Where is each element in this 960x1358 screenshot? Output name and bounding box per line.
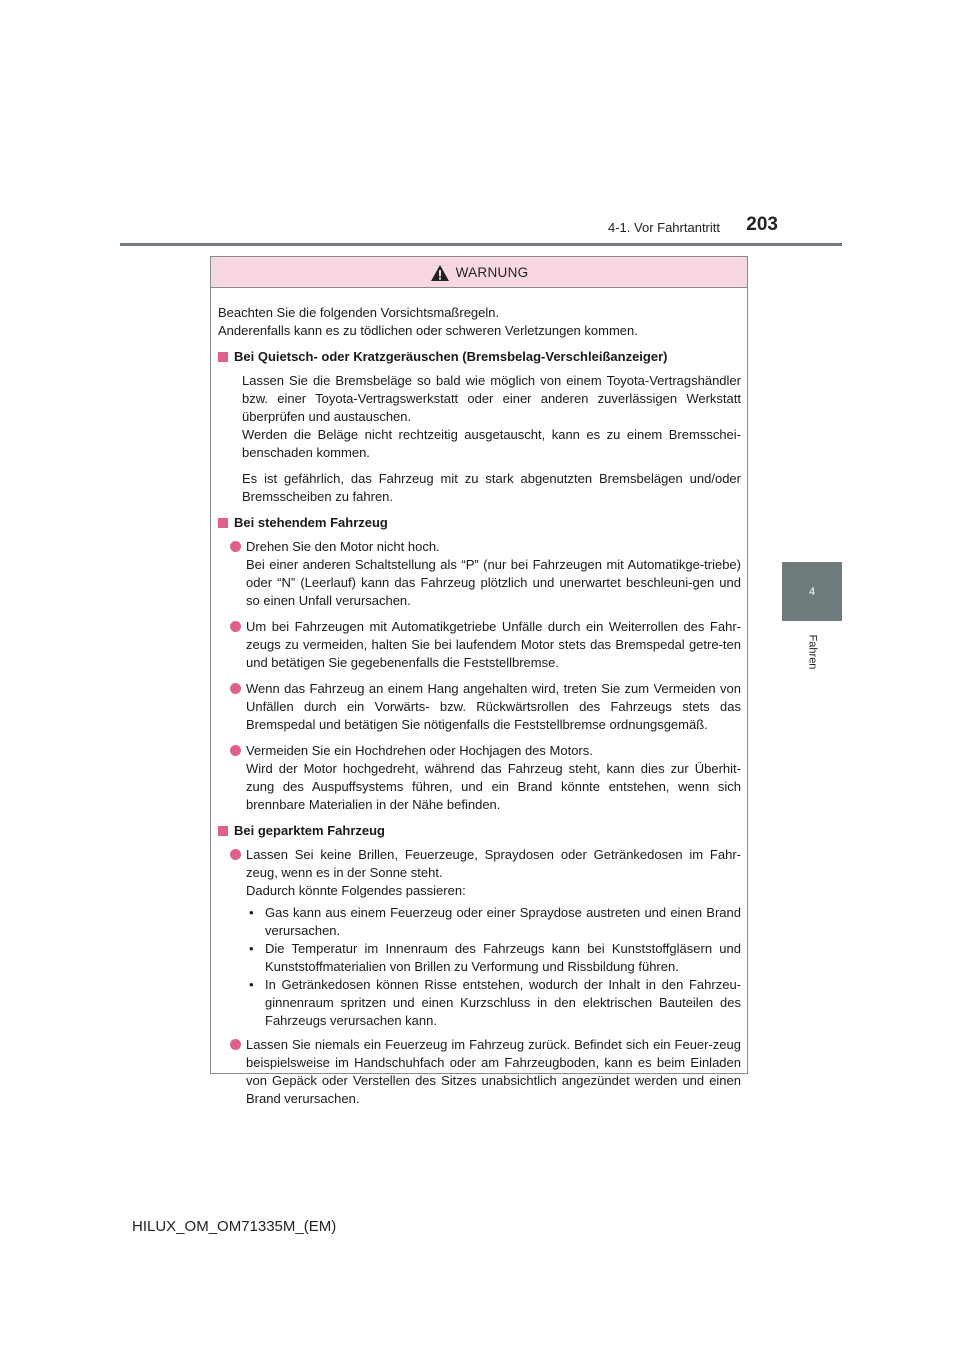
sub-list-item: • In Getränkedosen können Risse entstehen, wodurch der Inhalt in den Fahrzeu-ginnenraum spritzen und einen Kurzschluss in den elektrischen Bauteilen des Fahrzeugs verursachen kann. [249,977,741,1028]
section-heading [218,514,741,532]
warning-intro: Beachten Sie die folgenden Vorsichtsmaßregeln. [218,305,500,320]
chapter-number: 4 [808,585,816,598]
circle-bullet-icon [230,541,241,552]
section-heading-text: Bei Quietsch- oder Kratzgeräuschen (Bremsbelag-Verschleißanzeiger) [234,349,668,364]
paragraph: Es ist gefährlich, das Fahrzeug mit zu stark abgenutzten Bremsbelägen und/oder Bremsscheiben zu fahren. [242,471,741,504]
warning-header [211,257,747,288]
warning-title: WARNUNG [455,264,529,280]
circle-bullet-icon [230,621,241,632]
sub-list-item: • Gas kann aus einem Feuerzeug oder einer Spraydose austreten und einen Brand verursachen. [249,905,741,938]
circle-bullet-icon [230,745,241,756]
list-item: Lassen Sei keine Brillen, Feuerzeuge, Spraydosen oder Getränkedosen im Fahr-zeug, wenn es in der Sonne steht. Dadurch könnte Folgendes passieren: [218,846,741,900]
list-item: Um bei Fahrzeugen mit Automatikgetriebe Unfälle durch ein Weiterrollen des Fahr-zeugs zu vermeiden, halten Sie bei laufendem Motor stets das Bremspedal getre-ten und betätigen Sie gegebenenfalls die Feststellbremse. [218,618,741,672]
sub-list-item: • Die Temperatur im Innenraum des Fahrzeugs kann bei Kunststoffgläsern und Kunststoffmaterialien von Brillen zu Verformung und Rissbildung führen. [249,941,741,974]
page-number: 203 [746,214,778,235]
square-bullet-icon [218,826,228,836]
sub-list [218,904,741,1030]
square-bullet-icon [218,518,228,528]
chapter-name: Fahren [805,634,818,670]
section-body [218,372,741,506]
chapter-tab [782,562,842,621]
document-id: HILUX_OM_OM71335M_(EM) [132,1218,337,1235]
running-header-section: 4-1. Vor Fahrtantritt [608,220,720,235]
warning-box [210,256,748,1106]
circle-bullet-icon [230,1039,241,1050]
chapter-name-container [772,627,852,677]
section-heading-text: Bei geparktem Fahrzeug [234,823,385,838]
paragraph: Lassen Sie die Bremsbeläge so bald wie möglich von einem Toyota-Vertragshändler bzw. einer Toyota-Vertragswerkstatt oder einer anderen zuverlässigen Werkstatt überprüfen und austauschen. Werden die Beläge nicht rechtzeitig ausgetauscht, kann es zu einem Bremsschei-benschaden kommen. [242,373,741,460]
section-heading-text: Bei stehendem Fahrzeug [234,515,388,530]
square-bullet-icon [218,352,228,362]
list-item: Lassen Sie niemals ein Feuerzeug im Fahrzeug zurück. Befindet sich ein Feuer-zeug beispielsweise im Handschuhfach oder am Fahrzeugboden, kann es beim Einladen von Gepäck oder Verstellen des Sitzes unabsichtlich angezündet werden und einen Brand verursachen. [218,1036,741,1108]
warning-intro: Anderenfalls kann es zu tödlichen oder schweren Verletzungen kommen. [218,323,638,338]
list-item: Vermeiden Sie ein Hochdrehen oder Hochjagen des Motors. Wird der Motor hochgedreht, während das Fahrzeug steht, kann dies zur Überhit-zung des Auspuffsystems führen, und ein Brand könnte entstehen, wenn sich brennbare Materialien in der Nähe befinden. [218,742,741,814]
section-heading [218,348,741,366]
circle-bullet-icon [230,683,241,694]
header-rule [120,243,842,246]
warning-body [211,288,747,1108]
warning-triangle-icon [430,264,450,282]
list-item: Wenn das Fahrzeug an einem Hang angehalten wird, treten Sie zum Vermeiden von Unfällen durch ein Vorwärts- bzw. Rückwärtsrollen des Fahrzeugs stets das Bremspedal und betätigen Sie nötigenfalls die Feststellbremse ordnungsgemäß. [218,680,741,734]
circle-bullet-icon [230,849,241,860]
section-heading [218,822,741,840]
list-item: Drehen Sie den Motor nicht hoch. Bei einer anderen Schaltstellung als “P” (nur bei Fahrzeugen mit Automatikge-triebe) oder “N” (Leerlauf) kann das Fahrzeug plötzlich und unerwartet beschleuni-gen und so einen Unfall verursachen. [218,538,741,610]
